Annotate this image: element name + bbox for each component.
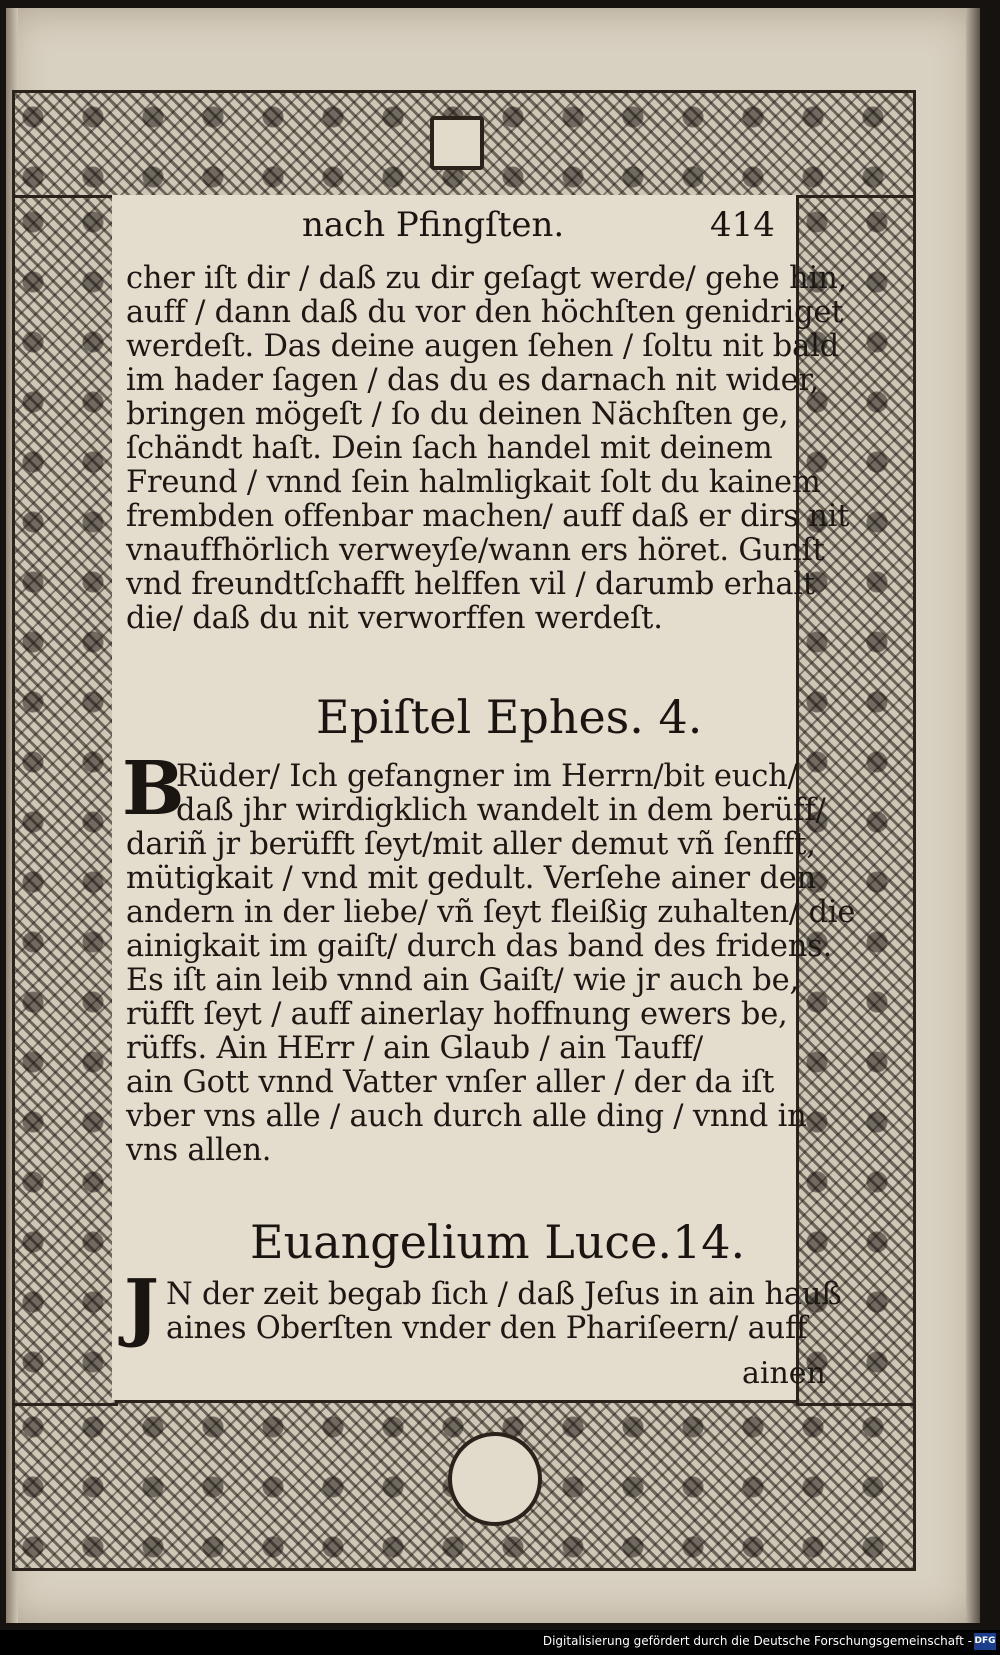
gospel-heading: Euangelium Luce.14.: [250, 1215, 746, 1269]
text-line: bringen mögeſt / ſo du deinen Nächſten ge,: [126, 397, 789, 432]
text-line: dariñ jr berüfft ſeyt/mit aller demut vñ ſenfft,: [126, 827, 816, 862]
catchword: ainen: [742, 1356, 826, 1391]
text-line: mütigkait / vnd mit gedult. Verſehe ainer den: [126, 861, 817, 896]
text-line: die/ daß du nit verworffen werdeſt.: [126, 601, 663, 636]
epistle-heading: Epiſtel Ephes. 4.: [316, 690, 703, 744]
text-line: rüfft ſeyt / auff ainerlay hoffnung ewers be,: [126, 997, 788, 1032]
text-line: cher iſt dir / daß zu dir geſagt werde/ gehe hin,: [126, 261, 848, 296]
text-line: daß jhr wirdigklich wandelt in dem berüff/: [176, 793, 826, 828]
page-number: 414: [710, 205, 775, 245]
page-edge: [966, 8, 980, 1623]
text-line: vnauffhörlich verweyſe/wann ers höret. Gunſt: [126, 533, 825, 568]
epistle-drop-cap: B: [122, 746, 185, 832]
text-line: werdeſt. Das deine augen ſehen / ſoltu nit bald: [126, 329, 839, 364]
text-line: Rüder/ Ich gefangner im Herrn/bit euch/: [176, 759, 798, 794]
text-line: rüffs. Ain HErr / ain Glaub / ain Tauff/: [126, 1031, 703, 1066]
text-line: Freund / vnnd ſein halmligkait ſolt du kainem: [126, 465, 821, 500]
text-line: auff / dann daß du vor den höchſten genidriget: [126, 295, 844, 330]
border-ornament-top: [430, 116, 484, 170]
digitization-footer: [0, 1630, 1000, 1655]
text-line: aines Oberſten vnder den Phariſeern/ auff: [166, 1311, 808, 1346]
running-title: nach Pfingſten.: [302, 205, 565, 245]
footer-credit: Digitalisierung gefördert durch die Deutsche Forschungsgemeinschaft -: [542, 1634, 972, 1648]
gospel-drop-cap: J: [124, 1264, 160, 1350]
text-line: vns allen.: [126, 1133, 272, 1168]
text-line: vnd freundtſchafft helffen vil / darumb erhalt: [126, 567, 815, 602]
text-line: frembden offenbar machen/ auff daß er dirs nit: [126, 499, 850, 534]
text-line: Es iſt ain leib vnnd ain Gaiſt/ wie jr auch be,: [126, 963, 799, 998]
text-line: vber vns alle / auch durch alle ding / vnnd in: [126, 1099, 807, 1134]
text-line: im hader ſagen / das du es darnach nit wider,: [126, 363, 819, 398]
text-line: ſchändt haſt. Dein ſach handel mit deinem: [126, 431, 773, 466]
woodcut-border-left: [12, 195, 118, 1406]
text-line: ainigkait im gaiſt/ durch das band des fridens.: [126, 929, 833, 964]
text-line: N der zeit begab ſich / daß Jeſus in ain hauß: [166, 1277, 842, 1312]
text-line: ain Gott vnnd Vatter vnſer aller / der da iſt: [126, 1065, 775, 1100]
dfg-logo: DFG: [974, 1633, 996, 1650]
running-header: [112, 205, 796, 255]
border-ornament-bottom: [448, 1432, 542, 1526]
text-line: andern in der liebe/ vñ ſeyt fleißig zuhalten/ die: [126, 895, 856, 930]
